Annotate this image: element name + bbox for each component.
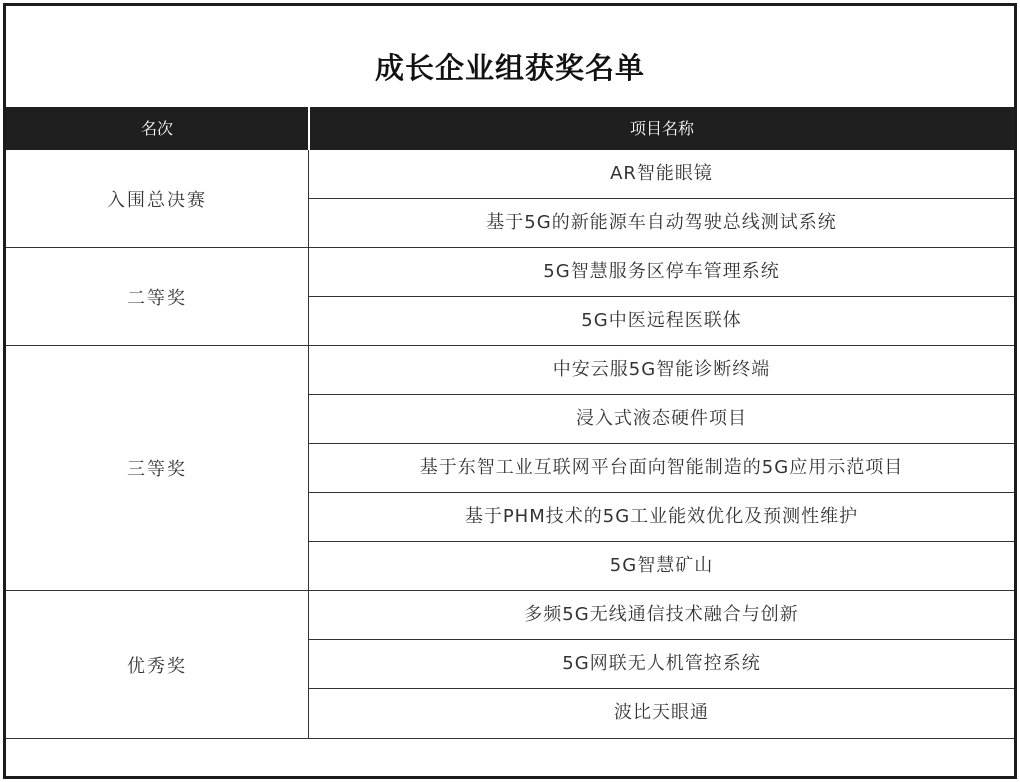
empty-footer-row bbox=[6, 739, 1014, 776]
project-row: 多频5G无线通信技术融合与创新 bbox=[309, 591, 1014, 640]
title-area bbox=[6, 6, 1014, 107]
header-project-name: 项目名称 bbox=[629, 119, 694, 138]
rank-group-second-prize bbox=[6, 248, 1014, 346]
project-row: 浸入式液态硬件项目 bbox=[309, 395, 1014, 444]
header-rank: 名次 bbox=[6, 107, 310, 150]
project-row: 波比天眼通 bbox=[614, 702, 709, 723]
project-row: 5G智慧矿山 bbox=[609, 555, 714, 576]
project-row: 基于东智工业互联网平台面向智能制造的5G应用示范项目 bbox=[309, 444, 1014, 493]
project-row: 基于PHM技术的5G工业能效优化及预测性维护 bbox=[309, 493, 1014, 542]
project-row: AR智能眼镜 bbox=[309, 150, 1014, 199]
table-header bbox=[6, 107, 1014, 150]
rank-cell: 入围总决赛 bbox=[6, 150, 309, 247]
table-body bbox=[6, 150, 1014, 739]
award-list-table bbox=[3, 3, 1017, 779]
rank-cell: 二等奖 bbox=[6, 248, 309, 345]
rank-group-excellence-award bbox=[6, 591, 1014, 739]
project-row: 基于5G的新能源车自动驾驶总线测试系统 bbox=[486, 212, 837, 233]
project-row: 5G智慧服务区停车管理系统 bbox=[309, 248, 1014, 297]
project-row: 5G网联无人机管控系统 bbox=[309, 640, 1014, 689]
rank-group-third-prize bbox=[6, 346, 1014, 591]
rank-cell: 优秀奖 bbox=[6, 591, 309, 738]
rank-cell: 三等奖 bbox=[6, 346, 309, 590]
project-row: 5G中医远程医联体 bbox=[581, 310, 742, 331]
page-title: 成长企业组获奖名单 bbox=[374, 51, 645, 85]
rank-group-finalist bbox=[6, 150, 1014, 248]
project-row: 中安云服5G智能诊断终端 bbox=[309, 346, 1014, 395]
